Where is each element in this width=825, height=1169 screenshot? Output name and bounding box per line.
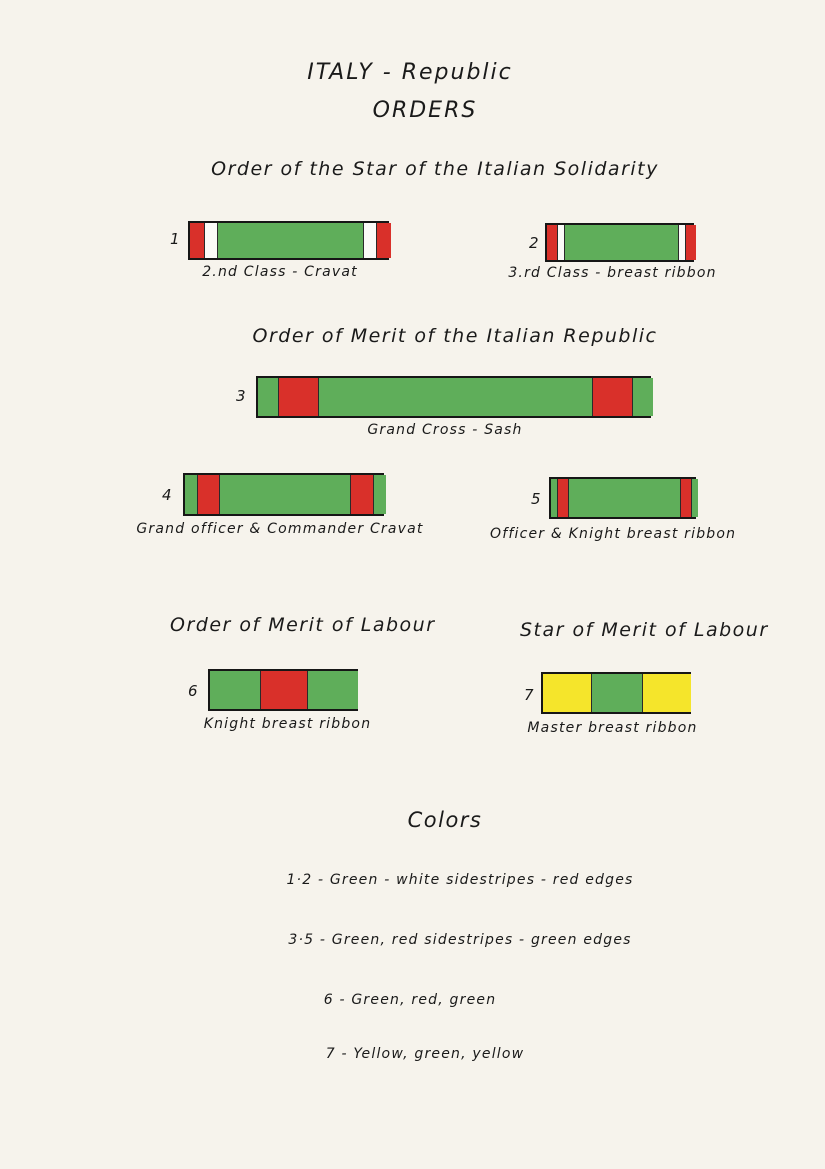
ribbon-2-breast [545, 223, 694, 262]
ribbon-number-3: 3 [236, 387, 246, 405]
ribbon-1-stripe-green [217, 223, 364, 258]
ribbon-6-stripe-green [210, 671, 260, 709]
colors-line-4: 7 - Yellow, green, yellow [325, 1046, 525, 1062]
colors-title: Colors [407, 808, 483, 832]
ribbon-label-3: Grand Cross - Sash [367, 422, 523, 438]
ribbon-6-knight [208, 669, 358, 711]
ribbon-5-breast [549, 477, 696, 519]
section-title-star-labour: Star of Merit of Labour [520, 619, 769, 641]
ribbon-4-stripe-red [197, 475, 220, 514]
ribbon-7-stripe-yellow [642, 674, 691, 712]
ribbon-number-1: 1 [170, 230, 180, 248]
ribbon-2-stripe-white [678, 225, 685, 260]
ribbon-3-stripe-red [592, 378, 632, 416]
section-title-star-solidarity: Order of the Star of the Italian Solidarity [211, 158, 659, 180]
ribbon-3-sash [256, 376, 651, 418]
ribbon-1-stripe-red [190, 223, 204, 258]
ribbon-3-stripe-green [258, 378, 278, 416]
colors-line-2: 3·5 - Green, red sidestripes - green edges [288, 932, 632, 948]
colors-line-1: 1·2 - Green - white sidestripes - red edges [286, 872, 634, 888]
ribbon-2-stripe-red [547, 225, 557, 260]
section-title-merit-republic: Order of Merit of the Italian Republic [252, 325, 658, 347]
ribbon-5-stripe-green [691, 479, 698, 517]
ribbon-label-2: 3.rd Class - breast ribbon [508, 265, 717, 281]
ribbon-7-stripe-yellow [543, 674, 591, 712]
ribbon-number-7: 7 [524, 686, 534, 704]
section-title-merit-labour: Order of Merit of Labour [170, 614, 436, 636]
ribbon-4-stripe-green [219, 475, 350, 514]
ribbon-number-5: 5 [531, 490, 541, 508]
page-subtitle: ORDERS [372, 98, 478, 123]
ribbon-4-stripe-green [373, 475, 386, 514]
ribbon-number-6: 6 [188, 682, 198, 700]
ribbon-6-stripe-green [307, 671, 358, 709]
ribbon-number-4: 4 [162, 486, 172, 504]
ribbon-2-stripe-green [564, 225, 678, 260]
ribbon-number-2: 2 [529, 234, 539, 252]
ribbon-label-7: Master breast ribbon [527, 720, 698, 736]
ribbon-5-stripe-red [680, 479, 691, 517]
ribbon-2-stripe-red [685, 225, 696, 260]
ribbon-3-stripe-green [632, 378, 653, 416]
ribbon-4-cravat [183, 473, 384, 516]
page-title: ITALY - Republic [307, 60, 513, 85]
ribbon-3-stripe-red [278, 378, 318, 416]
colors-line-3: 6 - Green, red, green [323, 992, 497, 1008]
ribbon-6-stripe-red [260, 671, 308, 709]
ribbon-4-stripe-red [350, 475, 373, 514]
ribbon-7-master [541, 672, 691, 714]
ribbon-5-stripe-red [557, 479, 568, 517]
ribbon-1-cravat [188, 221, 389, 260]
ribbon-1-stripe-white [363, 223, 376, 258]
ribbon-label-1: 2.nd Class - Cravat [202, 264, 358, 280]
ribbon-1-stripe-red [376, 223, 391, 258]
ribbon-1-stripe-white [204, 223, 217, 258]
ribbon-label-5: Officer & Knight breast ribbon [490, 526, 737, 542]
ribbon-label-6: Knight breast ribbon [203, 716, 372, 732]
ribbon-5-stripe-green [568, 479, 681, 517]
ribbon-3-stripe-green [318, 378, 593, 416]
ribbon-7-stripe-green [591, 674, 642, 712]
ribbon-4-stripe-green [185, 475, 197, 514]
ribbon-2-stripe-white [557, 225, 564, 260]
ribbon-label-4: Grand officer & Commander Cravat [136, 521, 424, 537]
